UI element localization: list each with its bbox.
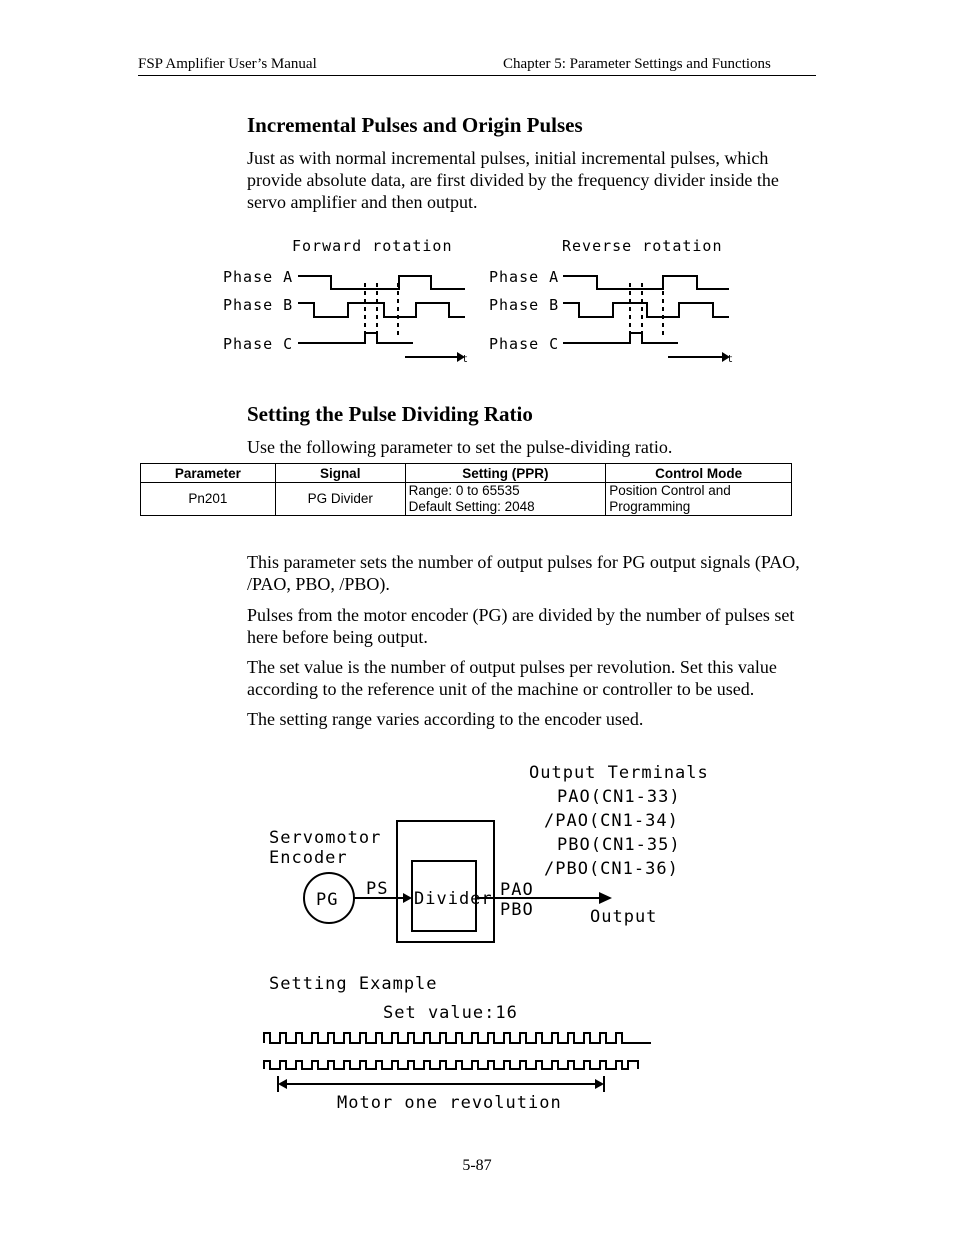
forward-rotation-title: Forward rotation [292,237,453,255]
header-chapter-title: Chapter 5: Parameter Settings and Functions [503,56,771,72]
paragraph-output-pulses: This parameter sets the number of output pulses for PG output signals (PAO, /PAO, PBO, /PBO). [247,552,800,594]
pbo-output-label: PBO [500,900,534,920]
column-header-signal: Signal [275,464,405,483]
reverse-time-label: t [727,354,734,365]
reverse-phase-c-label: Phase C [489,335,560,353]
section-title-pulse-dividing-ratio: Setting the Pulse Dividing Ratio [247,402,533,426]
setting-range: Range: 0 to 65535 [408,483,520,498]
forward-phase-a-label: Phase A [223,268,294,286]
cell-parameter: Pn201 [141,483,276,516]
motor-one-revolution-label: Motor one revolution [337,1093,562,1113]
output-pulse-train [264,1033,651,1043]
paragraph-setting-range: The setting range varies according to the encoder used. [247,709,644,729]
ps-label: PS [366,879,389,899]
encoder-label: Encoder [269,848,348,868]
divider-label: Divider [414,889,493,909]
output-arrowhead [599,892,612,904]
terminal-pbo-bar-label: /PBO(CN1-36) [544,859,679,879]
revolution-left-arrowhead [278,1079,287,1089]
forward-phase-b-label: Phase B [223,296,294,314]
reverse-rotation-title: Reverse rotation [562,237,723,255]
terminal-pao-label: PAO(CN1-33) [557,787,681,807]
setting-example-label: Setting Example [269,974,438,994]
control-mode-line-1: Position Control and [609,483,731,498]
reverse-phase-b-label: Phase B [489,296,560,314]
section-title-incremental-pulses: Incremental Pulses and Origin Pulses [247,113,583,137]
terminal-pao-bar-label: /PAO(CN1-34) [544,811,679,831]
cell-signal: PG Divider [275,483,405,516]
section-intro-pulse-dividing-ratio: Use the following parameter to set the pulse-dividing ratio. [247,437,673,457]
pg-label: PG [316,890,339,910]
pao-output-label: PAO [500,880,534,900]
encoder-pulse-train [264,1061,638,1069]
control-mode-line-2: Programming [609,499,691,514]
paragraph-encoder-division: Pulses from the motor encoder (PG) are divided by the number of pulses set here before being output. [247,605,795,647]
column-header-control-mode: Control Mode [606,464,792,483]
paragraph-set-value: The set value is the number of output pulses per revolution. Set this value according to the reference unit of the machine or controller to be used. [247,657,777,699]
forward-time-label: t [462,354,469,365]
header-manual-title: FSP Amplifier User’s Manual [138,56,317,72]
section-body-incremental-pulses: Just as with normal incremental pulses, initial incremental pulses, which provide absolute data, are first divided by the frequency divider inside the servo amplifier and then output. [247,148,779,212]
set-value-label: Set value:16 [383,1003,518,1023]
forward-phase-c-label: Phase C [223,335,294,353]
setting-default: Default Setting: 2048 [408,499,535,514]
column-header-parameter: Parameter [141,464,276,483]
column-header-setting: Setting (PPR) [405,464,606,483]
servomotor-label: Servomotor [269,828,382,848]
output-label: Output [590,907,658,927]
revolution-right-arrowhead [595,1079,604,1089]
ps-arrowhead [403,893,412,903]
terminal-pbo-label: PBO(CN1-35) [557,835,681,855]
reverse-phase-a-label: Phase A [489,268,560,286]
page-number: 5-87 [462,1157,492,1174]
output-terminals-label: Output Terminals [529,763,709,783]
